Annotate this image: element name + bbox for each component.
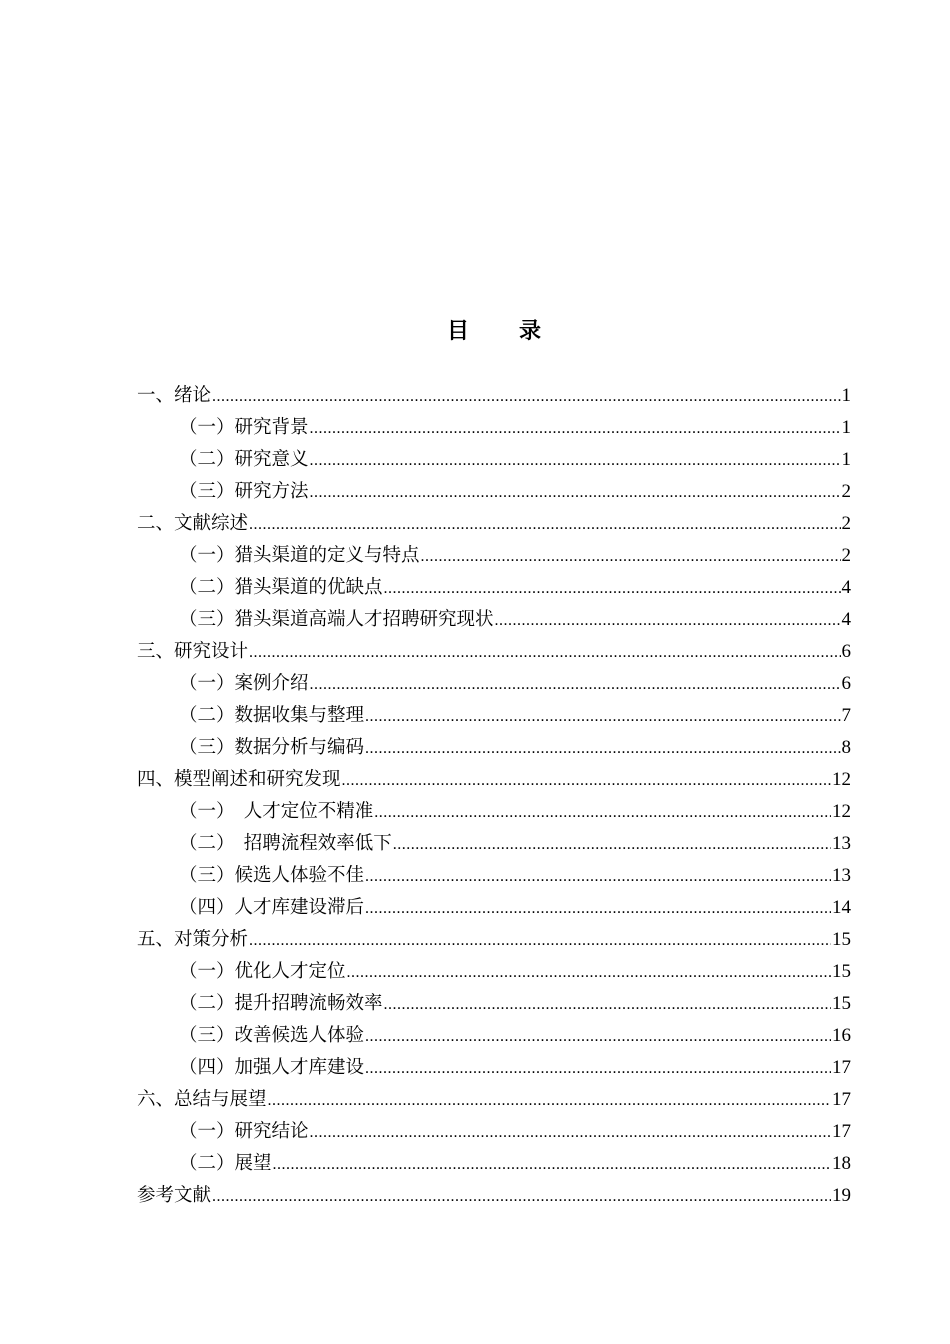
toc-dot-leader (249, 509, 840, 541)
toc-dot-leader (273, 1149, 831, 1181)
toc-entry-label: （四）人才库建设滞后 (179, 897, 365, 918)
toc-entry-label: （二）提升招聘流畅效率 (179, 993, 383, 1014)
toc-entry-label: （四）加强人才库建设 (179, 1057, 365, 1078)
toc-page-number: 13 (832, 865, 851, 886)
page-title: 目 录 (446, 319, 543, 344)
toc-entry-label: （三）数据分析与编码 (179, 737, 365, 758)
toc-dot-leader (393, 829, 831, 861)
toc-entry-label: 五、对策分析 (137, 929, 249, 950)
toc-dot-leader (212, 381, 840, 413)
toc-dot-leader (365, 893, 831, 925)
toc-page-number: 6 (841, 673, 851, 694)
toc-page-number: 2 (841, 545, 851, 566)
toc-section-entry[interactable] (137, 1052, 851, 1084)
toc-entry-label: 一、绪论 (137, 385, 212, 406)
toc-entry-label: 六、总结与展望 (137, 1089, 267, 1110)
toc-chapter-entry[interactable] (137, 1180, 851, 1212)
toc-entry-label: （一）猎头渠道的定义与特点 (179, 545, 420, 566)
toc-section-entry[interactable] (137, 412, 851, 444)
toc-page-number: 12 (832, 801, 851, 822)
toc-entry-label: 二、文献综述 (137, 513, 249, 534)
toc-page-number: 6 (841, 641, 851, 662)
toc-page-number: 17 (832, 1089, 851, 1110)
toc-chapter-entry[interactable] (137, 1084, 851, 1116)
toc-dot-leader (310, 413, 841, 445)
toc-dot-leader (310, 669, 841, 701)
toc-page-number: 19 (832, 1185, 851, 1206)
toc-page-number: 2 (841, 513, 851, 534)
toc-entry-label: （一）研究结论 (179, 1121, 309, 1142)
toc-page-number: 17 (832, 1121, 851, 1142)
toc-section-entry[interactable] (137, 540, 851, 572)
toc-entry-label: （二）研究意义 (179, 449, 309, 470)
toc-section-entry[interactable] (137, 700, 851, 732)
toc-dot-leader (310, 445, 841, 477)
toc-dot-leader (347, 957, 831, 989)
toc-dot-leader (365, 1053, 831, 1085)
toc-page-number: 1 (841, 417, 851, 438)
toc-section-entry[interactable] (137, 604, 851, 636)
toc-entry-label: （三）改善候选人体验 (179, 1025, 365, 1046)
toc-page-number: 1 (841, 385, 851, 406)
toc-dot-leader (421, 541, 841, 573)
toc-dot-leader (384, 989, 831, 1021)
toc-dot-leader (374, 797, 831, 829)
toc-entry-label: （一）优化人才定位 (179, 961, 346, 982)
toc-chapter-entry[interactable] (137, 508, 851, 540)
toc-dot-leader (384, 573, 841, 605)
toc-page-number: 8 (841, 737, 851, 758)
toc-chapter-entry[interactable] (137, 636, 851, 668)
toc-section-entry[interactable] (137, 1148, 851, 1180)
toc-page-number: 12 (832, 769, 851, 790)
toc-chapter-entry[interactable] (137, 764, 851, 796)
toc-section-entry[interactable] (137, 1116, 851, 1148)
toc-page-number: 4 (841, 609, 851, 630)
toc-entry-label: （二）展望 (179, 1153, 272, 1174)
toc-entry-label: （一）案例介绍 (179, 673, 309, 694)
toc-chapter-entry[interactable] (137, 924, 851, 956)
toc-dot-leader (495, 605, 841, 637)
toc-page-number: 15 (832, 961, 851, 982)
toc-section-entry[interactable] (137, 1020, 851, 1052)
toc-dot-leader (268, 1085, 831, 1117)
toc-section-entry[interactable] (137, 476, 851, 508)
toc-dot-leader (365, 1021, 831, 1053)
toc-dot-leader (249, 925, 831, 957)
toc-entry-label: 三、研究设计 (137, 641, 249, 662)
toc-section-entry[interactable] (137, 828, 851, 860)
toc-entry-label: 四、模型阐述和研究发现 (137, 769, 341, 790)
toc-section-entry[interactable] (137, 956, 851, 988)
toc-entry-label: （一） 人才定位不精准 (179, 801, 374, 822)
toc-page-number: 2 (841, 481, 851, 502)
toc-section-entry[interactable] (137, 444, 851, 476)
toc-page-number: 14 (832, 897, 851, 918)
toc-dot-leader (249, 637, 840, 669)
toc-section-entry[interactable] (137, 860, 851, 892)
toc-section-entry[interactable] (137, 988, 851, 1020)
toc-dot-leader (310, 477, 841, 509)
toc-page-number: 16 (832, 1025, 851, 1046)
toc-entry-label: （一）研究背景 (179, 417, 309, 438)
toc-section-entry[interactable] (137, 892, 851, 924)
table-of-contents (137, 380, 851, 1212)
toc-entry-label: （二） 招聘流程效率低下 (179, 833, 392, 854)
toc-page-number: 18 (832, 1153, 851, 1174)
toc-entry-label: （二）数据收集与整理 (179, 705, 365, 726)
toc-page-number: 13 (832, 833, 851, 854)
toc-page-number: 15 (832, 929, 851, 950)
toc-entry-label: （三）猎头渠道高端人才招聘研究现状 (179, 609, 494, 630)
toc-dot-leader (310, 1117, 831, 1149)
toc-section-entry[interactable] (137, 668, 851, 700)
toc-entry-label: （三）研究方法 (179, 481, 309, 502)
toc-section-entry[interactable] (137, 796, 851, 828)
toc-dot-leader (365, 701, 840, 733)
toc-page-number: 15 (832, 993, 851, 1014)
toc-dot-leader (212, 1181, 831, 1213)
toc-page-number: 17 (832, 1057, 851, 1078)
toc-entry-label: （二）猎头渠道的优缺点 (179, 577, 383, 598)
toc-page-number: 1 (841, 449, 851, 470)
toc-chapter-entry[interactable] (137, 380, 851, 412)
toc-section-entry[interactable] (137, 572, 851, 604)
toc-section-entry[interactable] (137, 732, 851, 764)
toc-entry-label: （三）候选人体验不佳 (179, 865, 365, 886)
toc-page-number: 4 (841, 577, 851, 598)
toc-dot-leader (342, 765, 831, 797)
toc-entry-label: 参考文献 (137, 1185, 212, 1206)
toc-dot-leader (365, 861, 831, 893)
toc-dot-leader (365, 733, 840, 765)
toc-page-number: 7 (841, 705, 851, 726)
